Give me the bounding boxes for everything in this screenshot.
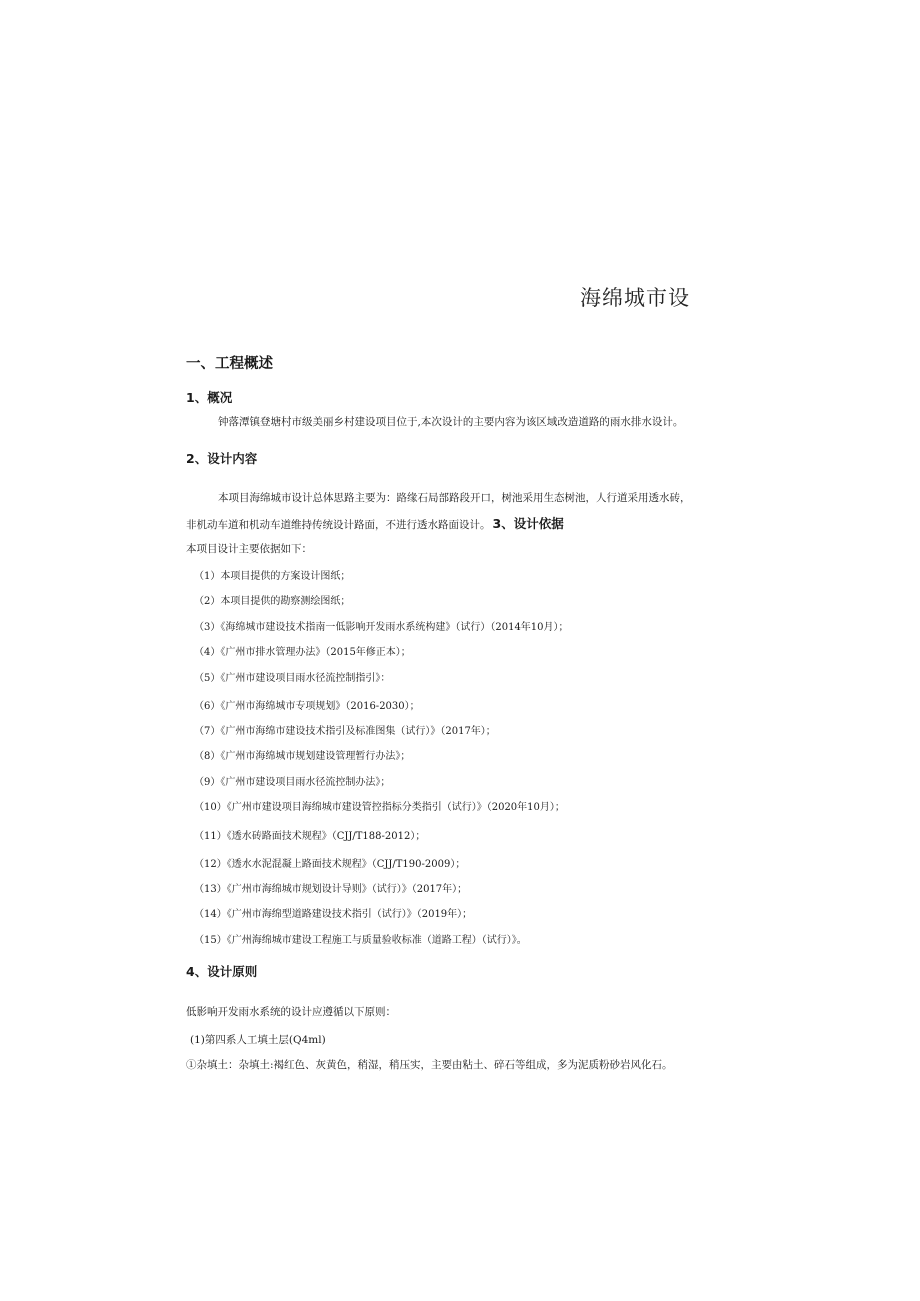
design-basis-item: （8）《广州市海绵城市规划建设管理暂行办法》； bbox=[194, 751, 411, 762]
design-basis-intro: 本项目设计主要依据如下： bbox=[186, 543, 312, 555]
design-principles-item-1: (1)第四系人工填土层(Q4ml) bbox=[190, 1034, 326, 1046]
design-content-line-2 bbox=[186, 514, 564, 532]
design-content-line-2-text: 非机动车道和机动车道维持传统设计路面，不进行透水路面设计。 bbox=[186, 519, 491, 531]
design-basis-item: （13）《广州市海绵城市规划设计导则》（试行）》（2017年）； bbox=[194, 884, 468, 895]
subheading-design-principles: 4、设计原则 bbox=[186, 964, 258, 979]
section-heading-project-overview: 一、工程概述 bbox=[186, 356, 273, 372]
design-basis-item: （1）本项目提供的方案设计图纸； bbox=[194, 571, 351, 582]
design-content-line-1: 本项目海绵城市设计总体思路主要为：路缘石局部路段开口，树池采用生态树池，人行道采用透水砖， bbox=[218, 492, 691, 504]
design-principles-intro: 低影响开发雨水系统的设计应遵循以下原则： bbox=[186, 1006, 396, 1018]
design-principles-item-2: ①杂填土：杂填土:褐红色、灰黄色，稍湿，稍压实，主要由粘土、碎石等组成，多为泥质粉砂岩风化石。 bbox=[186, 1059, 673, 1071]
design-basis-item: （3）《海绵城市建设技术指南一低影响开发雨水系统构建》（试行）（2014年10月）； bbox=[194, 622, 569, 633]
overview-text: 钟落潭镇登塘村市级美丽乡村建设项目位于,本次设计的主要内容为该区域改造道路的雨水排水设计。 bbox=[218, 416, 684, 428]
design-basis-item: （12）《透水水泥混凝上路面技术规程》（CJJ/T190-2009）； bbox=[194, 859, 466, 870]
design-basis-item: （9）《广州市建设项目雨水径流控制办法》； bbox=[194, 777, 391, 788]
subheading-design-content: 2、设计内容 bbox=[186, 451, 258, 466]
design-basis-item: （6）《广州市海绵城市专项规划》（2016-2030）； bbox=[194, 701, 420, 712]
subheading-overview: 1、概况 bbox=[186, 390, 233, 405]
design-basis-item: （4）《广州市排水管理办法》（2015年修正本）； bbox=[194, 647, 411, 658]
design-basis-item: （5）《广州市建设项目雨水径流控制指引》： bbox=[194, 673, 391, 684]
design-basis-item: （14）《广州市海绵型道路建设技术指引（试行）》（2019年）； bbox=[194, 909, 473, 920]
design-basis-item: （10）《广州市建设项目海绵城市建设管控指标分类指引（试行）》（2020年10月）； bbox=[194, 802, 565, 813]
design-basis-item: （11）《透水砖路面技术规程》（CJJ/T188-2012）； bbox=[194, 831, 426, 842]
design-basis-item: （7）《广州市海绵市建设技术指引及标准图集（试行）》（2017年）； bbox=[194, 726, 496, 737]
document-title: 海绵城市设 bbox=[580, 286, 690, 310]
subheading-design-basis: 3、设计依据 bbox=[492, 516, 564, 531]
design-basis-item: （2）本项目提供的勘察测绘图纸； bbox=[194, 596, 351, 607]
design-basis-item: （15）《广州海绵城市建设工程施工与质量验收标准（道路工程）（试行）》。 bbox=[194, 935, 527, 946]
